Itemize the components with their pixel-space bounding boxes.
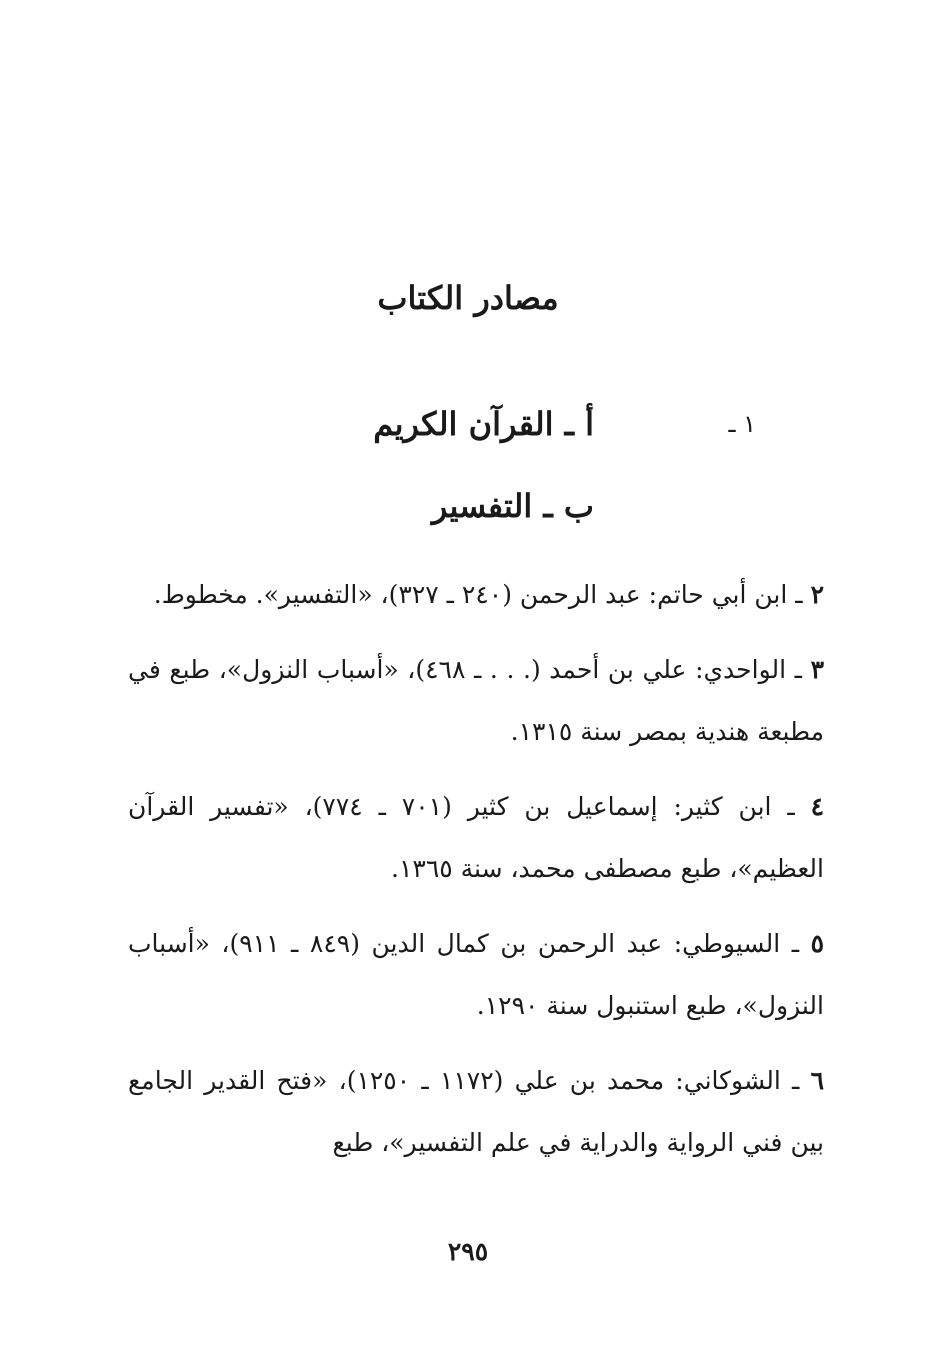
entry-number: ٤: [810, 792, 824, 821]
page-title: مصادر الكتاب: [377, 279, 559, 317]
section-quran: [0, 398, 936, 450]
entry-number: ٣: [810, 655, 825, 684]
entry-text: ـ الشوكاني: محمد بن علي (١١٧٢ ـ ١٢٥٠)، «فتح القدير الجامع بين فني الرواية والدراية في علم التفسير»، طبع: [128, 1066, 824, 1157]
entry-text: ـ ابن كثير: إسماعيل بن كثير (٧٠١ ـ ٧٧٤)، «تفسير القرآن العظيم»، طبع مصطفى محمد، سنة ١٣٦٥.: [128, 792, 824, 883]
bibliography-entry: [128, 913, 824, 1037]
entry-text: ـ السيوطي: عبد الرحمن بن كمال الدين (٨٤٩ ـ ٩١١)، «أسباب النزول»، طبع استنبول سنة ١٢٩٠.: [128, 929, 824, 1020]
bibliography-entry: [128, 776, 824, 900]
entry-number: ٥: [810, 929, 825, 958]
page-number: ٢٩٥: [447, 1237, 489, 1266]
section-number-quran: ١ ـ: [728, 410, 756, 438]
entry-text: ـ الواحدي: علي بن أحمد (. . . ـ ٤٦٨)، «أسباب النزول»، طبع في مطبعة هندية بمصر سنة ١٣١٥.: [128, 655, 824, 746]
bibliography-entry: [128, 1050, 824, 1174]
bibliography-entry: [128, 564, 824, 626]
entry-text: ـ ابن أبي حاتم: عبد الرحمن (٢٤٠ ـ ٣٢٧)، «التفسير». مخطوط.: [153, 580, 811, 609]
entry-number: ٦: [810, 1066, 824, 1095]
bibliography-entry: [128, 639, 824, 763]
section-tafsir: [0, 480, 936, 532]
section-heading-tafsir: ب ـ التفسير: [431, 487, 594, 525]
bibliography-list: [128, 564, 824, 1187]
entry-number: ٢: [810, 580, 824, 609]
section-heading-quran: أ ـ القرآن الكريم: [373, 405, 594, 443]
